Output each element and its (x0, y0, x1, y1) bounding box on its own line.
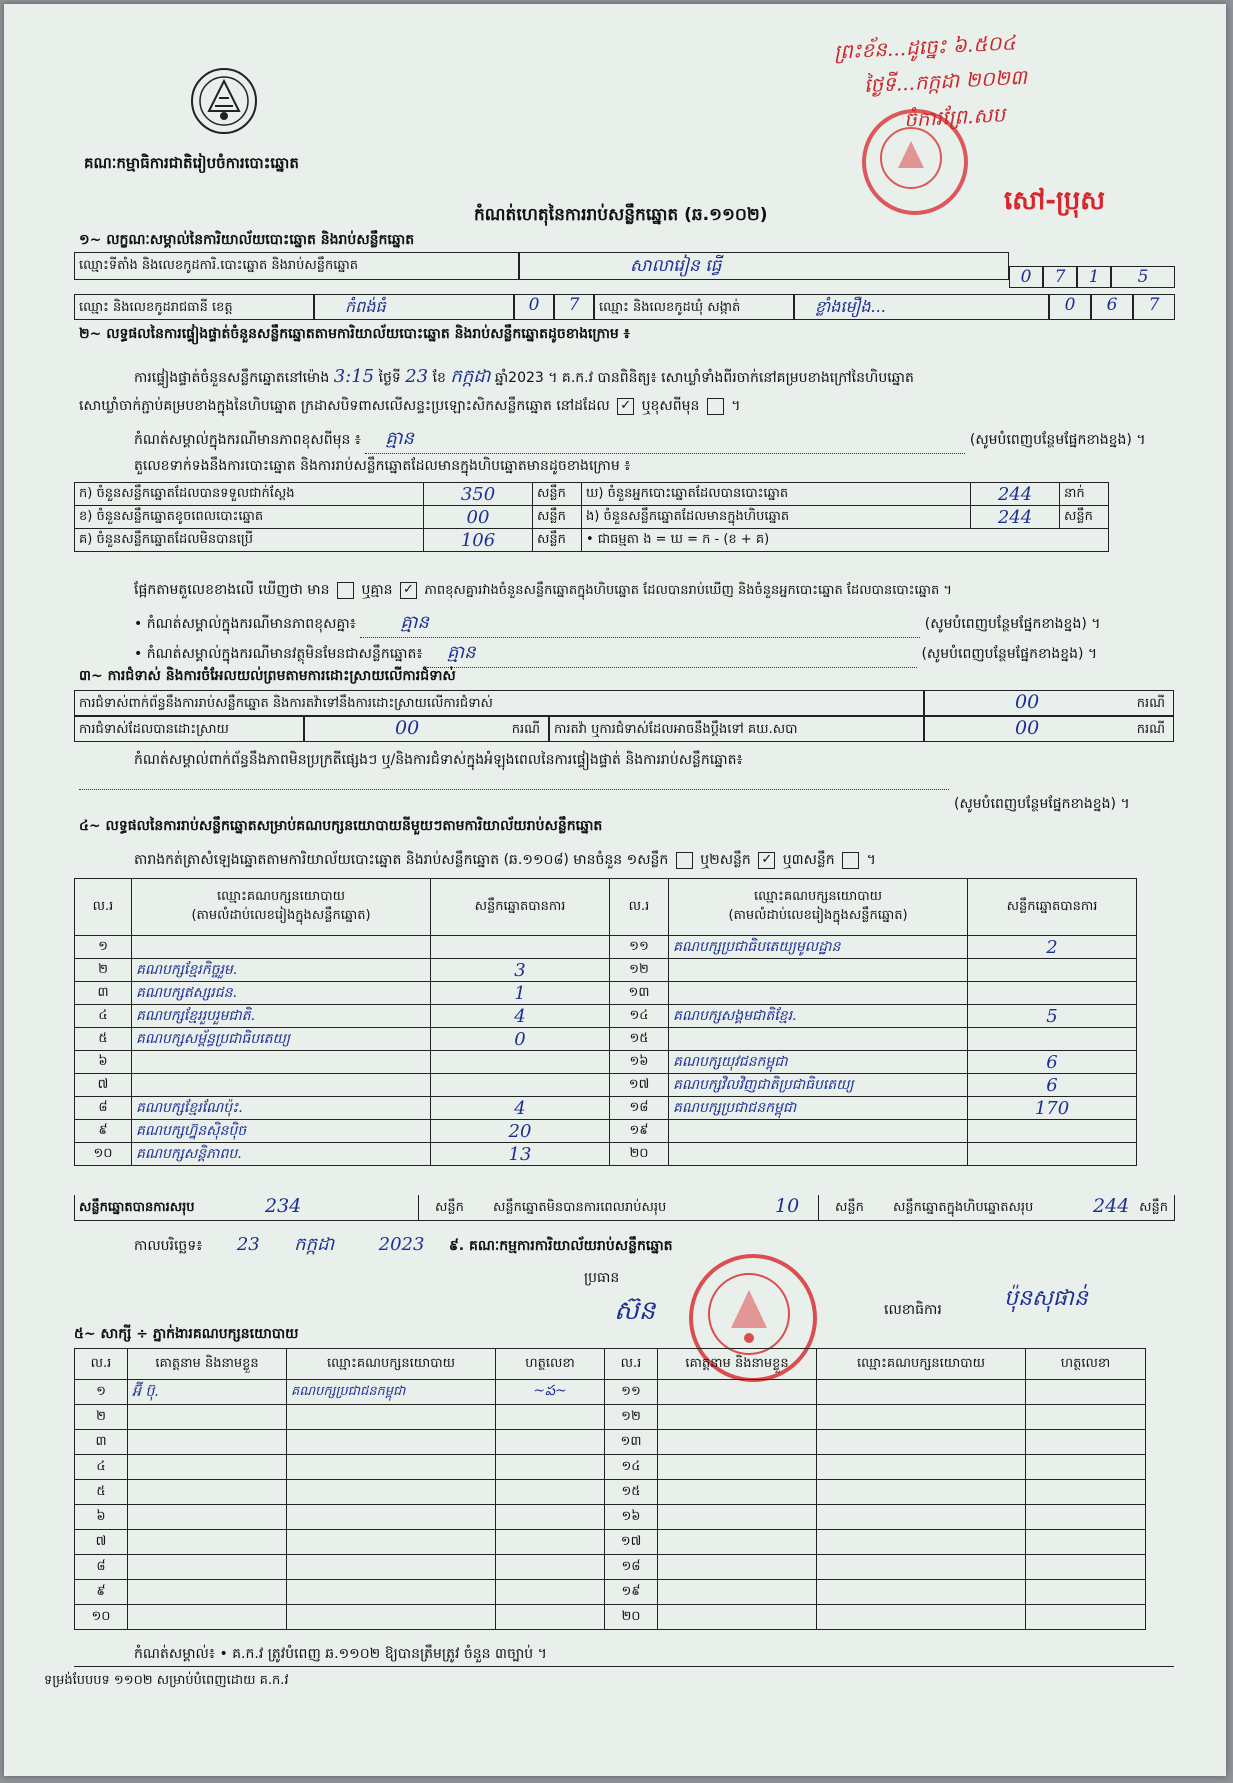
results-table (74, 878, 1137, 1166)
code-digit: 0 (1009, 266, 1043, 288)
section3-row2b-value: 00 ករណី (924, 716, 1174, 742)
section1-row1-label: ឈ្មោះទីតាំង និងលេខកូដការិ.បោះឆ្នោត និងរាប់សន្លឹកឆ្នោត (74, 252, 519, 280)
dotted-line (79, 789, 949, 790)
org-name: គណៈកម្មាធិការជាតិរៀបចំការបោះឆ្នោត (84, 154, 299, 172)
secretary-signature: ប៉ុនសុផាន់ (1004, 1286, 1088, 1311)
code-digit: 5 (1111, 266, 1175, 288)
section5-heading: ៥~ សាក្សី ÷ ភ្នាក់ងារគណបក្សនយោបាយ (74, 1326, 299, 1342)
table-row: ៤ ១៤ (75, 1455, 1146, 1480)
form-title: កំណត់ហេតុនៃការរាប់សន្លឹកឆ្នោត (ឆ.១១០២) (474, 205, 768, 225)
section2-line1: ការផ្ទៀងផ្ទាត់ចំនួនសន្លឹកឆ្នោតនៅម៉ោង 3:15 ថ្ងៃទី 23 ខែ កក្កដា ឆ្នាំ2023 ។ គ.ក.វ បានពិនិត្យ៖ សោឃ្លាំទាំងពីរចាក់នៅគម្របខាងក្រៅនៃហិបឆ្នោត (134, 366, 914, 387)
table-row: ២ ១២ (75, 1405, 1146, 1430)
table-row: ៥ គណបក្សសម្ព័ន្ធប្រជាធិបតេយ្យ 0 ១៥ (75, 1028, 1137, 1051)
table-row: គ) ចំនួនសន្លឹកឆ្នោតដែលមិនបានប្រើ 106 សន្លឹក • ជាធម្មតា ង = ឃ = ក - (ខ + គ) (75, 529, 1109, 552)
section3-row2a: ការជំទាស់ដែលបានដោះស្រាយ (74, 716, 304, 742)
footnote: កំណត់សម្គាល់៖ • គ.ក.វ ត្រូវបំពេញ ឆ.១១០២ ឱ្យបានត្រឹមត្រូវ ចំនួន ៣ច្បាប់ ។ (134, 1646, 547, 1662)
divider (74, 1666, 1174, 1667)
table-row: ១ ១១ គណបក្សប្រជាធិបតេយ្យមូលដ្ឋាន 2 (75, 936, 1137, 959)
section1-row2-commune-label: ឈ្មោះ និងលេខកូដឃុំ សង្កាត់ (594, 294, 794, 320)
table-row: ៩ គណបក្សហ្វ៊ុនស៊ិនប៉ិច 20 ១៩ (75, 1120, 1137, 1143)
section2-heading: ២~ លទ្ធផលនៃការផ្ទៀងផ្ទាត់ចំនួនសន្លឹកឆ្នោតតាមការិយាល័យបោះឆ្នោត និងរាប់សន្លឹកឆ្នោតដូចខាងក្រោម ៖ (79, 326, 630, 342)
table-row: ១០ គណបក្សសន្តិភាពប. 13 ២០ (75, 1143, 1137, 1166)
form-note: ទម្រង់បែបបទ ១១០២ សម្រាប់បំពេញដោយ គ.ក.វ (44, 1673, 289, 1688)
section4-heading: ៤~ លទ្ធផលនៃការរាប់សន្លឹកឆ្នោតសម្រាប់គណបក្សនយោបាយនីមួយៗតាមការិយាល័យរាប់សន្លឹកឆ្នោត (79, 818, 603, 834)
section2-table-intro: តួលេខទាក់ទងនឹងការបោះឆ្នោត និងការរាប់សន្លឹកឆ្នោតដែលមានក្នុងហិបឆ្នោតមានដូចខាងក្រោម ៖ (134, 458, 631, 474)
divider (818, 1195, 819, 1221)
section1-row1-value: សាលារៀន ធ្វើ (519, 252, 1009, 280)
table-row: ៧ ១៧ គណបក្សវិលវិញជាតិប្រជាធិបតេយ្យ 6 (75, 1074, 1137, 1097)
section2-line2: សោឃ្លាំចាក់ភ្ជាប់គម្របខាងក្នុងនៃហិបឆ្នោត ក្រដាសបិទពាសលើសន្ទះប្រឡោះសិកសន្លឹកឆ្នោត នៅដដែល ✓ ឬខុសពីមុន ។ (79, 397, 741, 414)
nec-emblem-icon (189, 66, 259, 136)
code-digit: 7 (554, 294, 594, 320)
count-table (74, 482, 1109, 552)
table-row: ៧ ១៧ (75, 1530, 1146, 1555)
table-row: ៥ ១៥ (75, 1480, 1146, 1505)
divider (418, 1195, 419, 1221)
stamp-note-top: សៅ-ប្រុស (1004, 186, 1106, 216)
table-row: ៣ គណបក្សឥស្សរជន. 1 ១៣ (75, 982, 1137, 1005)
three-sheet-checkbox[interactable] (842, 852, 859, 869)
table-header: ល.រ គោត្តនាម និងនាមខ្លួន ឈ្មោះគណបក្សនយោបាយ ហត្ថលេខា ល.រ គោត្តនាម និងនាមខ្លួន ឈ្មោះគណបក្សនយោបាយ ហត្ថលេខា (75, 1349, 1146, 1380)
table-row: ៨ ១៨ (75, 1555, 1146, 1580)
two-sheet-checkbox[interactable]: ✓ (758, 852, 775, 869)
witness-table (74, 1348, 1146, 1630)
section2-check-line: ផ្អែកតាមតួលេខខាងលើ ឃើញថា មាន ឬគ្មាន ✓ ភាពខុសគ្នារវាងចំនួនសន្លឹកឆ្នោតក្នុងហិបឆ្នោត ដែលបានរាប់ឃើញ និងចំនួនអ្នកបោះឆ្នោត ដែលបានបោះឆ្នោត ។ (134, 581, 952, 598)
section1-row2-province: កំពង់ធំ (314, 294, 514, 320)
table-header: ល.រ ឈ្មោះគណបក្សនយោបាយ (តាមលំដាប់លេខរៀងក្នុងសន្លឹកឆ្នោត) សន្លឹកឆ្នោតបានការ ល.រ ឈ្មោះគណបក្សនយោបាយ (តាមលំដាប់លេខរៀងក្នុងសន្លឹកឆ្នោត) សន្លឹកឆ្នោតបានការ (75, 879, 1137, 936)
date-line: កាលបរិច្ឆេទ៖ 23 កក្កដា 2023 ៩. គណៈកម្មការការិយាល័យរាប់សន្លឹកឆ្នោត (134, 1234, 673, 1255)
handwritten-top-line3: ចំការព្រែ.សប (903, 102, 1006, 132)
secretary-label: លេខាធិការ (884, 1302, 942, 1318)
changed-checkbox[interactable] (707, 398, 724, 415)
table-row: ១ អ៊ី ប៊ុ. គណបក្សប្រជាជនកម្ពុជា ~ప~ ១១ (75, 1380, 1146, 1405)
table-row: ១០ ២០ (75, 1605, 1146, 1630)
one-sheet-checkbox[interactable] (676, 852, 693, 869)
table-row: ខ) ចំនួនសន្លឹកឆ្នោតខូចពេលបោះឆ្នោត 00 សន្លឹក ង) ចំនួនសន្លឹកឆ្នោតដែលមានក្នុងហិបឆ្នោត 244 សន្លឹក (75, 506, 1109, 529)
totals-row: សន្លឹកឆ្នោតបានការសរុប 234 សន្លឹក សន្លឹកឆ្នោតមិនបានការពេលរាប់សរុប 10 សន្លឹក សន្លឹកឆ្នោតក្នុងហិបឆ្នោតសរុប 244 សន្លឹក (74, 1195, 1175, 1221)
table-row: ៦ ១៦ គណបក្សយុវជនកម្ពុជា 6 (75, 1051, 1137, 1074)
code-digit: 1 (1077, 266, 1111, 288)
section1-heading: ១~ លក្ខណៈសម្គាល់នៃការិយាល័យបោះឆ្នោត និងរាប់សន្លឹកឆ្នោត (79, 232, 415, 248)
section4-intro: តារាងកត់ត្រាសំឡេងឆ្នោតតាមការិយាល័យបោះឆ្នោត និងរាប់សន្លឹកឆ្នោត (ឆ.១១០៨) មានចំនួន ១សន្លឹក ឬ២សន្លឹក ✓ ឬ៣សន្លឹក ។ (134, 851, 876, 868)
code-digit: 0 (514, 294, 554, 320)
section3-note: កំណត់សម្គាល់ពាក់ព័ន្ធនឹងភាពមិនប្រក្រតីផ្សេងៗ ឬ/និងការជំទាស់ក្នុងអំឡុងពេលនៃការផ្ទៀងផ្ទាត់ និងការរាប់សន្លឹកឆ្នោត៖ (134, 752, 743, 768)
section3-row2b: ការតវ៉ា ឬការជំទាស់ដែលអាចនឹងប្តឹងទៅ គឃ.សបា (549, 716, 924, 742)
section3-row1-value: 00 ករណី (924, 690, 1174, 716)
section1-row2-label: ឈ្មោះ និងលេខកូដរាជធានី ខេត្ត (74, 294, 314, 320)
official-stamp-top (862, 109, 968, 215)
section2-line3: កំណត់សម្គាល់ក្នុងករណីមានភាពខុសពីមុន ៖ គ្មាន (សូមបំពេញបន្ថែមផ្នែកខាងខ្នង) ។ (134, 426, 1184, 454)
table-row: ក) ចំនួនសន្លឹកឆ្នោតដែលបានទទួលជាក់ស្តែង 350 សន្លឹក ឃ) ចំនួនអ្នកបោះឆ្នោតដែលបានបោះឆ្នោត 244 នាក់ (75, 483, 1109, 506)
section3-heading: ៣~ ការជំទាស់ និងការចំអែលយល់ព្រមតាមការដោះស្រាយលើការជំទាស់ (79, 668, 456, 684)
code-digit: 0 (1049, 294, 1091, 320)
table-row: ៦ ១៦ (75, 1505, 1146, 1530)
code-digit: 7 (1043, 266, 1077, 288)
has-difference-checkbox[interactable] (337, 582, 354, 599)
section1-row2-commune: ខ្លាំងមឿង... (794, 294, 1049, 320)
section3-row2a-value: 00 ករណី (304, 716, 549, 742)
handwritten-top-line1: ព្រះខ័ន...ដូច្នេះ ៦.៥០៤ (833, 30, 1017, 64)
chair-signature: ស៊ន (614, 1296, 656, 1326)
code-digit: 6 (1091, 294, 1133, 320)
section3-fill-note: (សូមបំពេញបន្ថែមផ្នែកខាងខ្នង) ។ (954, 796, 1130, 812)
table-row: ៤ គណបក្សខ្មែររួបរួមជាតិ. 4 ១៤ គណបក្សសង្គមជាតិខ្មែរ. 5 (75, 1005, 1137, 1028)
form-page (4, 4, 1226, 1776)
unchanged-checkbox[interactable]: ✓ (617, 398, 634, 415)
table-row: ៩ ១៩ (75, 1580, 1146, 1605)
no-difference-checkbox[interactable]: ✓ (400, 582, 417, 599)
chair-label: ប្រធាន (584, 1270, 620, 1286)
code-digit: 7 (1133, 294, 1175, 320)
table-row: ៨ គណបក្សខ្មែរណែប៉ុះ. 4 ១៨ គណបក្សប្រជាជនកម្ពុជា 170 (75, 1097, 1137, 1120)
table-row: ៣ ១៣ (75, 1430, 1146, 1455)
section3-row1: ការជំទាស់ពាក់ព័ន្ធនឹងការរាប់សន្លឹកឆ្នោត និងការតវ៉ាទៅនឹងការដោះស្រាយលើការជំទាស់ (74, 690, 924, 716)
section2-note2: • កំណត់សម្គាល់ក្នុងករណីមានវត្ថុមិនមែនជាសន្លឹកឆ្នោត៖ គ្មាន (សូមបំពេញបន្ថែមផ្នែកខាងខ្នង) ។ (134, 640, 1097, 668)
table-row: ២ គណបក្សខ្មែរកិច្ចរួម. 3 ១២ (75, 959, 1137, 982)
section2-note1: • កំណត់សម្គាល់ក្នុងករណីមានភាពខុសគ្នា៖ គ្មាន (សូមបំពេញបន្ថែមផ្នែកខាងខ្នង) ។ (134, 610, 1100, 638)
handwritten-top-line2: ថ្ងៃទី...កក្កដា ២០២៣ (863, 64, 1028, 98)
